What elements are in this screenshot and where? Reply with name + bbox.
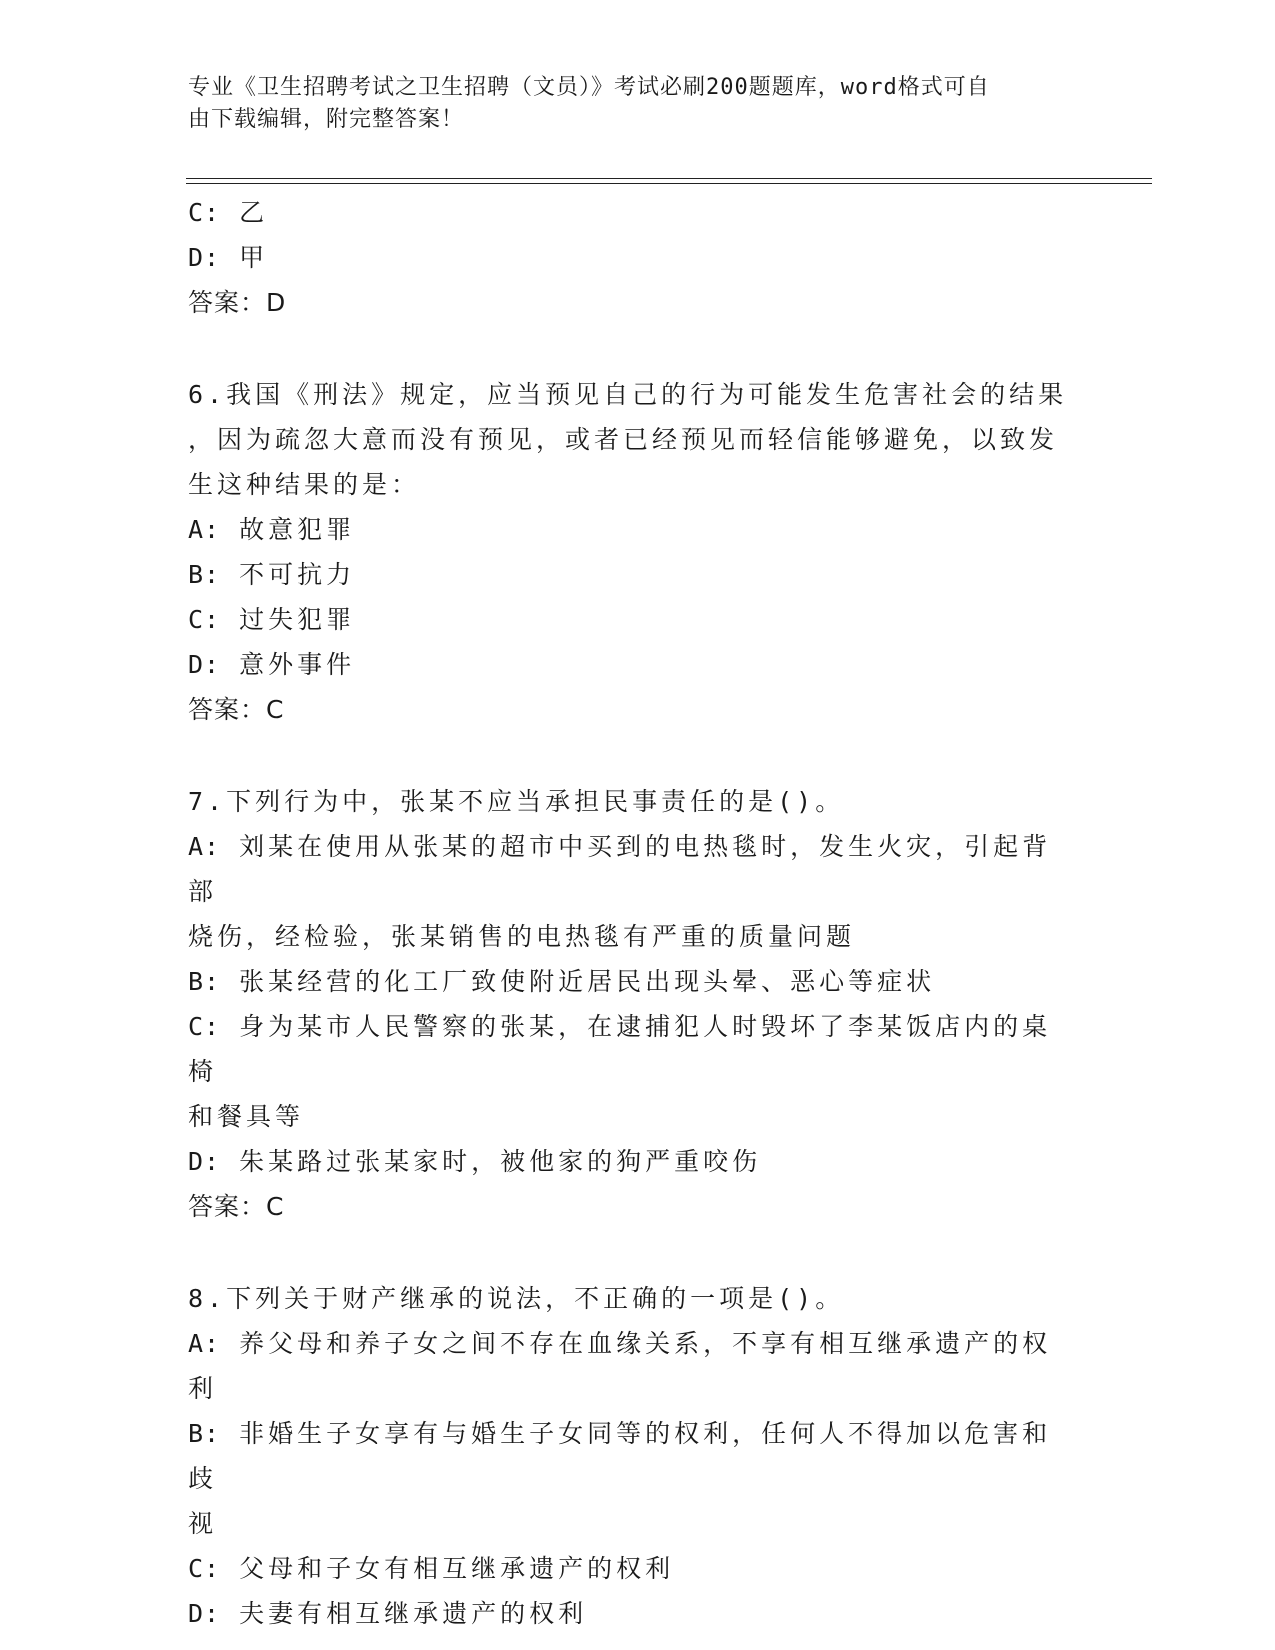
answer-line: 答案：C (188, 1192, 285, 1221)
option-a: A: 刘某在使用从张某的超市中买到的电热毯时，发生火灾，引起背部 (188, 832, 1052, 906)
option-a: A: 故意犯罪 (188, 515, 356, 544)
header-line-1: 专业《卫生招聘考试之卫生招聘（文员）》考试必刷200题题库，word格式可自 (188, 75, 990, 100)
option-b: B: 非婚生子女享有与婚生子女同等的权利，任何人不得加以危害和歧 (188, 1419, 1052, 1493)
question-stem-line: 8.下列关于财产继承的说法，不正确的一项是()。 (188, 1284, 845, 1313)
header-divider-top (186, 178, 1152, 179)
question-7 (188, 779, 1078, 1229)
option-c: C: 身为某市人民警察的张某，在逮捕犯人时毁坏了李某饭店内的桌椅 (188, 1012, 1052, 1086)
header-line-2: 由下载编辑，附完整答案！ (188, 107, 465, 132)
answer-line: 答案：C (188, 695, 285, 724)
question-stem-line: 6.我国《刑法》规定，应当预见自己的行为可能发生危害社会的结果 (188, 380, 1068, 409)
question-stem-line: 7.下列行为中，张某不应当承担民事责任的是()。 (188, 787, 845, 816)
option-c: C: 过失犯罪 (188, 605, 356, 634)
option-c: C: 乙 (188, 198, 269, 227)
question-6 (188, 372, 1078, 732)
option-c: C: 父母和子女有相互继承遗产的权利 (188, 1554, 675, 1583)
option-c-continued: 和餐具等 (188, 1102, 305, 1131)
option-d: D: 意外事件 (188, 650, 356, 679)
option-b: B: 张某经营的化工厂致使附近居民出现头晕、恶心等症状 (188, 967, 936, 996)
header-divider-bottom (186, 183, 1152, 184)
option-d: D: 夫妻有相互继承遗产的权利 (188, 1599, 588, 1628)
document-header (188, 72, 1068, 136)
option-a: A: 养父母和养子女之间不存在血缘关系，不享有相互继承遗产的权利 (188, 1329, 1052, 1403)
option-a-continued: 烧伤，经检验，张某销售的电热毯有严重的质量问题 (188, 922, 856, 951)
answer-line: 答案：D (188, 288, 287, 317)
question-8 (188, 1276, 1078, 1636)
previous-question-tail (188, 190, 1078, 325)
option-d: D: 甲 (188, 243, 269, 272)
question-stem-line: 生这种结果的是： (188, 470, 421, 499)
question-stem-line: ，因为疏忽大意而没有预见，或者已经预见而轻信能够避免，以致发 (188, 425, 1059, 454)
question-content (188, 190, 1078, 1636)
option-b: B: 不可抗力 (188, 560, 356, 589)
option-d: D: 朱某路过张某家时，被他家的狗严重咬伤 (188, 1147, 762, 1176)
option-b-continued: 视 (188, 1509, 218, 1538)
